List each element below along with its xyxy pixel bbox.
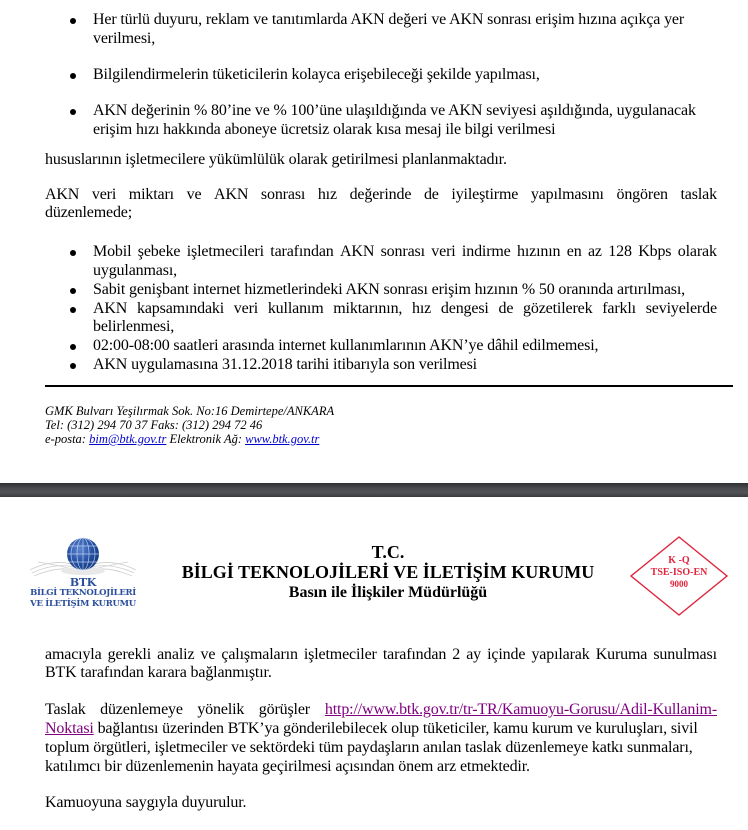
word: gözetilerek — [523, 300, 593, 317]
list-item-text: belirlenmesi, — [93, 318, 175, 335]
word: gerekli — [107, 646, 152, 663]
word: indirme — [461, 243, 511, 260]
web-label: Elektronik Ağ: — [166, 432, 246, 446]
word: AKN — [93, 300, 128, 317]
logo-abbreviation: BTK — [69, 576, 97, 589]
word: ve — [200, 646, 216, 663]
word: Kbps — [638, 243, 672, 260]
word: Taslak — [45, 701, 86, 718]
word: iyileştirme — [451, 186, 519, 203]
bullet-icon — [70, 288, 76, 294]
list-item-text: erişim hızı hakkında aboneye ücretsiz olarak kısa mesaj ile bilgi verilmesi — [93, 121, 556, 138]
word: hızının — [517, 243, 561, 260]
word: de — [498, 300, 514, 317]
word: çalışmaların — [221, 646, 298, 663]
footer-divider — [45, 385, 733, 387]
word: en — [566, 243, 582, 260]
bullet-icon — [70, 363, 76, 369]
paragraph-obligations-summary: hususlarının işletmecilere yükümlülük olarak getirilmesi planlanmaktadır. — [45, 151, 507, 168]
word: sonrası — [260, 186, 306, 203]
word: ay — [466, 646, 482, 663]
word: seviyelerde — [645, 300, 717, 317]
paragraph-line — [45, 646, 717, 664]
word: analiz — [157, 646, 195, 663]
word: hız — [412, 300, 432, 317]
logo-name-line1: BİLGİ TEKNOLOJİLERİ — [30, 588, 136, 598]
word: yapılmasını — [530, 186, 604, 203]
list-item-text: Sabit genişbant internet hizmetlerindeki AKN sonrası erişim hızının % 50 oranında artırılması, — [93, 281, 685, 298]
paragraph-line: toplum örgütleri, işletmeciler ve sektördeki tüm paydaşların anılan taslak düzenlemeye katkı sunmaları, — [45, 739, 693, 756]
list-item-text: AKN değerinin % 80’ine ve % 100’üne ulaşıldığında ve AKN seviyesi aşıldığında, uygulanacak — [93, 102, 696, 119]
word: öngören — [616, 186, 668, 203]
word: de — [423, 186, 439, 203]
globe-icon — [28, 536, 138, 578]
logo-name-line2: VE İLETİŞİM KURUMU — [30, 599, 136, 609]
paragraph-words — [45, 701, 310, 719]
bullet-icon — [70, 250, 76, 256]
header-institution: BİLGİ TEKNOLOJİLERİ VE İLETİŞİM KURUMU — [181, 562, 595, 582]
word: yapılarak — [531, 646, 590, 663]
bullet-icon — [70, 73, 76, 79]
list-item-text: Her türlü duyuru, reklam ve tanıtımlarda AKN değeri ve AKN sonrası erişim hızına açıkça yer — [93, 11, 685, 28]
word: AKN — [214, 186, 249, 203]
paragraph-line — [45, 186, 717, 204]
paragraph-text: bağlantısı üzerinden BTK’ya gönderilebilecek olup tüketiciler, kamu kurum ve kuruluşları, sivil — [93, 720, 698, 737]
list-item-text: AKN uygulamasına 31.12.2018 tarihi itibarıyla son verilmesi — [93, 356, 477, 373]
footer-address: GMK Bulvarı Yeşilırmak Sok. No:16 Demirtepe/ANKARA — [45, 404, 335, 418]
word: kullanım — [267, 300, 324, 317]
feedback-url-link-continued[interactable]: Noktasi — [45, 720, 94, 737]
word: işletmeciler — [303, 646, 377, 663]
footer-contact — [45, 432, 319, 446]
word: hız — [317, 186, 337, 203]
word: AKN — [340, 243, 375, 260]
footer-phone: Tel: (312) 294 70 37 Faks: (312) 294 72 46 — [45, 418, 263, 432]
word: taslak — [680, 186, 717, 203]
list-item-text — [93, 243, 717, 261]
list-item-text: 02:00-08:00 saatleri arasında internet kullanımlarının AKN’ye dâhil edilmemesi, — [93, 337, 599, 354]
bullet-icon — [70, 109, 76, 115]
word: Kuruma — [595, 646, 648, 663]
paragraph-line: BTK tarafından karara bağlanmıştır. — [45, 664, 272, 681]
word: şebeke — [137, 243, 181, 260]
word: içinde — [487, 646, 526, 663]
closing-statement: Kamuoyuna saygıyla duyurulur. — [45, 794, 247, 811]
word: tarafından — [270, 243, 334, 260]
word: veri — [431, 243, 456, 260]
word: az — [587, 243, 602, 260]
word: ve — [186, 186, 202, 203]
header-tc: T.C. — [371, 542, 405, 562]
word: 2 — [452, 646, 461, 663]
paragraph-line: düzenlemede; — [45, 204, 133, 221]
word: tarafından — [382, 646, 447, 663]
bullet-icon — [70, 18, 76, 24]
word: düzenlemeye — [100, 701, 183, 718]
word: görüşler — [258, 701, 310, 718]
header-department: Basın ile İlişkiler Müdürlüğü — [288, 584, 488, 601]
page-separator — [0, 483, 748, 497]
word: işletmecileri — [186, 243, 264, 260]
list-item-text: verilmesi, — [93, 30, 156, 47]
bullet-icon — [70, 344, 76, 350]
word: dengesi — [440, 300, 489, 317]
word: olarak — [677, 243, 717, 260]
word: Mobil — [93, 243, 132, 260]
word: 128 — [608, 243, 632, 260]
word: yönelik — [197, 701, 245, 718]
word: değerinde — [349, 186, 412, 203]
bullet-icon — [70, 307, 76, 313]
email-label: e-posta: — [45, 432, 90, 446]
word: farklı — [602, 300, 636, 317]
paragraph-line — [45, 701, 717, 719]
word: miktarı — [128, 186, 174, 203]
tse-line2: TSE-ISO-EN — [650, 567, 708, 578]
paragraph-line — [45, 720, 698, 738]
list-item-text: Bilgilendirmelerin tüketicilerin kolayca erişebileceği şekilde yapılması, — [93, 66, 540, 83]
tse-line1: K -Q — [668, 555, 690, 566]
word: miktarının, — [333, 300, 403, 317]
paragraph-line: katılımcı bir düzenlemenin hayata geçirilmesi açısından önem arz etmektedir. — [45, 758, 530, 775]
list-item-text — [93, 300, 717, 318]
word: veri — [233, 300, 259, 317]
email-link[interactable]: bim@btk.gov.tr — [89, 432, 167, 446]
word: sonrası — [380, 243, 425, 260]
list-item-text: uygulanması, — [93, 262, 177, 279]
word: amacıyla — [45, 646, 102, 663]
word: kapsamındaki — [136, 300, 225, 317]
feedback-url-link[interactable]: http://www.btk.gov.tr/tr-TR/Kamuoyu-Gorusu/Adil-Kullanim- — [324, 701, 717, 718]
word: sunulması — [653, 646, 717, 663]
word: AKN — [45, 186, 80, 203]
website-link[interactable]: www.btk.gov.tr — [245, 432, 320, 446]
tse-line3: 9000 — [670, 579, 688, 589]
word: veri — [91, 186, 117, 203]
